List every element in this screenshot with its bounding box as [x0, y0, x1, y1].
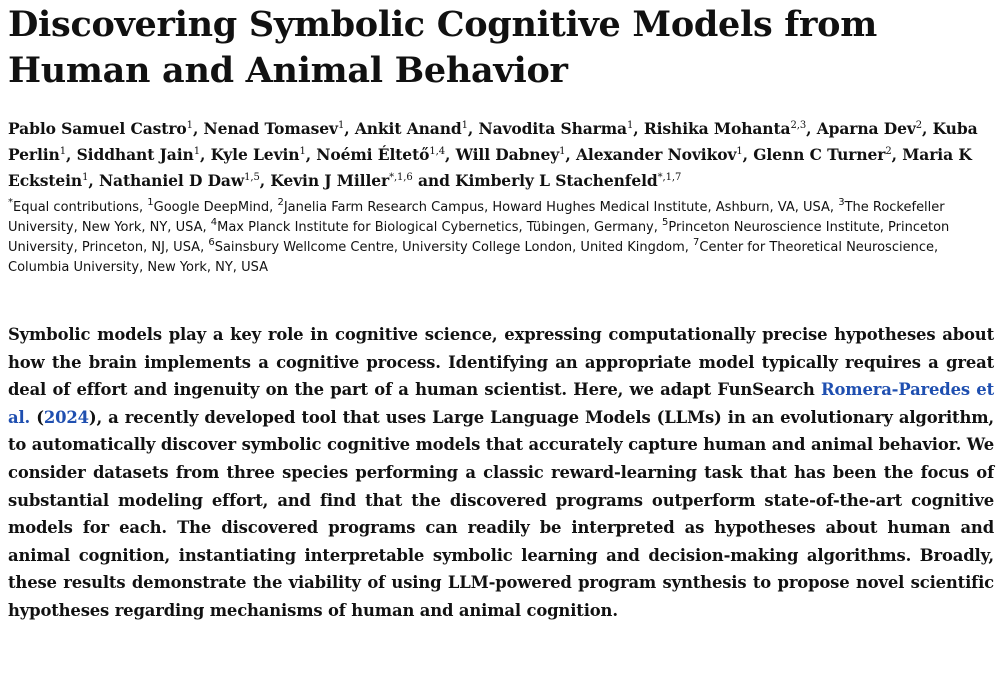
- affiliation-marker: *: [8, 197, 13, 208]
- affiliation-text: Max Planck Institute for Biological Cybernetics, Tübingen, Germany,: [217, 220, 663, 235]
- author-affiliation-marker: 1: [627, 120, 634, 131]
- author-affiliation-marker: 1: [337, 120, 345, 131]
- affiliation-text: Princeton Neuroscience Institute, Princeton University, Princeton, NJ, USA,: [8, 220, 950, 255]
- affiliation-text: The Rockefeller University, New York, NY, USA,: [8, 200, 945, 235]
- affiliation-marker: 3: [838, 197, 845, 208]
- author-name: Nathaniel D Daw: [98, 171, 245, 190]
- affiliation-marker: 6: [208, 237, 215, 248]
- author-affiliation-marker: 2: [885, 146, 892, 157]
- author-name: Siddhant Jain: [76, 145, 194, 164]
- author-name: Noémi Éltető: [316, 145, 430, 164]
- author-affiliation-marker: 1: [461, 120, 468, 131]
- author-affiliation-marker: 1,5: [244, 172, 260, 183]
- affiliation-text: Center for Theoretical Neuroscience, Columbia University, New York, NY, USA: [8, 240, 939, 275]
- author-affiliation-marker: 1: [193, 146, 200, 157]
- affiliation-marker: 4: [210, 217, 218, 228]
- affiliation-list: [8, 198, 994, 278]
- affiliation-marker: 7: [693, 237, 700, 248]
- citation-open-paren: (: [30, 407, 44, 427]
- author-affiliation-marker: *,1,7: [657, 172, 682, 183]
- affiliation-marker: 2: [277, 197, 284, 208]
- abstract-text-end: ), a recently developed tool that uses Large Language Models (LLMs) in an evolutionary algorithm, to automatically discover symbolic cognitive models that accurately capture human and animal behavior. We consider datasets from three species performing a classic reward-learning task that has been the focus of substantial modeling effort, and find that the discovered programs outperform state-of-the-art cognitive models for each. The discovered programs can readily be interpreted as hypotheses about human and animal cognition, instantiating interpretable symbolic learning and decision-making algorithms. Broadly, these results demonstrate the viability of using LLM-powered program synthesis to propose novel scientific hypotheses regarding mechanisms of human and animal cognition.: [8, 407, 994, 620]
- author-name: Glenn C Turner: [753, 145, 886, 164]
- citation-year-link[interactable]: 2024: [43, 407, 89, 427]
- author-name: Navodita Sharma: [478, 119, 627, 138]
- affiliation-text: Sainsbury Wellcome Centre, University College London, United Kingdom,: [214, 240, 694, 255]
- author-affiliation-marker: 1: [186, 120, 193, 131]
- author-affiliation-marker: 1: [299, 146, 306, 157]
- author-name: Ankit Anand: [354, 119, 462, 138]
- affiliation-text: Equal contributions,: [13, 200, 148, 215]
- author-name: Kuba Perlin: [8, 119, 978, 164]
- affiliation-text: Janelia Farm Research Campus, Howard Hughes Medical Institute, Ashburn, VA, USA,: [283, 200, 839, 215]
- author-affiliation-marker: *,1,6: [389, 172, 413, 183]
- citation-authors-link[interactable]: Romera-Paredes et al.: [8, 380, 994, 427]
- author-affiliation-marker: 2,3: [790, 120, 807, 131]
- author-name: Nenad Tomasev: [203, 119, 338, 138]
- abstract: [8, 321, 994, 625]
- affiliation-marker: 5: [662, 217, 669, 228]
- author-name: Pablo Samuel Castro: [8, 119, 187, 138]
- affiliation-marker: 1: [147, 197, 154, 208]
- author-name: Rishika Mohanta: [643, 119, 791, 138]
- author-name: Maria K Eckstein: [8, 145, 972, 190]
- author-name: Alexander Novikov: [576, 145, 737, 164]
- affiliation-text: Google DeepMind,: [153, 200, 278, 215]
- author-name: Aparna Dev: [816, 119, 916, 138]
- author-affiliation-marker: 1: [559, 146, 566, 157]
- author-list: Pablo Samuel Castro$^1$, Nenad Tomasev$^1$, Ankit Anand$^1$, Navodita Sharma$^1$, Rishika Mohanta$^{2,3}$, Aparna Dev$^2$, Kuba Perlin$^1$, Siddhant Jain$^1$, Kyle Levin$^1$, Noémi Éltető$^{1,4}$, Will Dabney$^1$, Alexander Novikov$^1$, Glenn C Turner$^2$, Maria K Eckstein$^1$, Nathaniel D Daw$^{1,5}$, Kevin J Miller$^{*,1,6}$ and Kimberly L Stachenfeld$^{*,1,7}$: [8, 119, 978, 190]
- paper-title: Discovering Symbolic Cognitive Models from Human and Animal Behavior: [8, 4, 877, 91]
- author-name: Kevin J Miller: [270, 171, 390, 190]
- author-affiliation-marker: 2: [915, 120, 923, 131]
- author-affiliation-marker: 1: [59, 146, 66, 157]
- abstract-text-start: Symbolic models play a key role in cognitive science, expressing computationally precise hypotheses about how the brain implements a cognitive process. Identifying an appropriate model typically requires a great deal of effort and ingenuity on the part of a human scientist. Here, we adapt FunSearch: [8, 325, 994, 400]
- author-name: Kyle Levin: [210, 145, 300, 164]
- author-name: Will Dabney: [455, 145, 560, 164]
- author-affiliation-marker: 1: [82, 172, 89, 183]
- author-affiliation-marker: 1: [736, 146, 743, 157]
- author-name: Kimberly L Stachenfeld: [455, 171, 658, 190]
- paper-page: [8, 0, 994, 625]
- author-affiliation-marker: 1,4: [429, 146, 445, 157]
